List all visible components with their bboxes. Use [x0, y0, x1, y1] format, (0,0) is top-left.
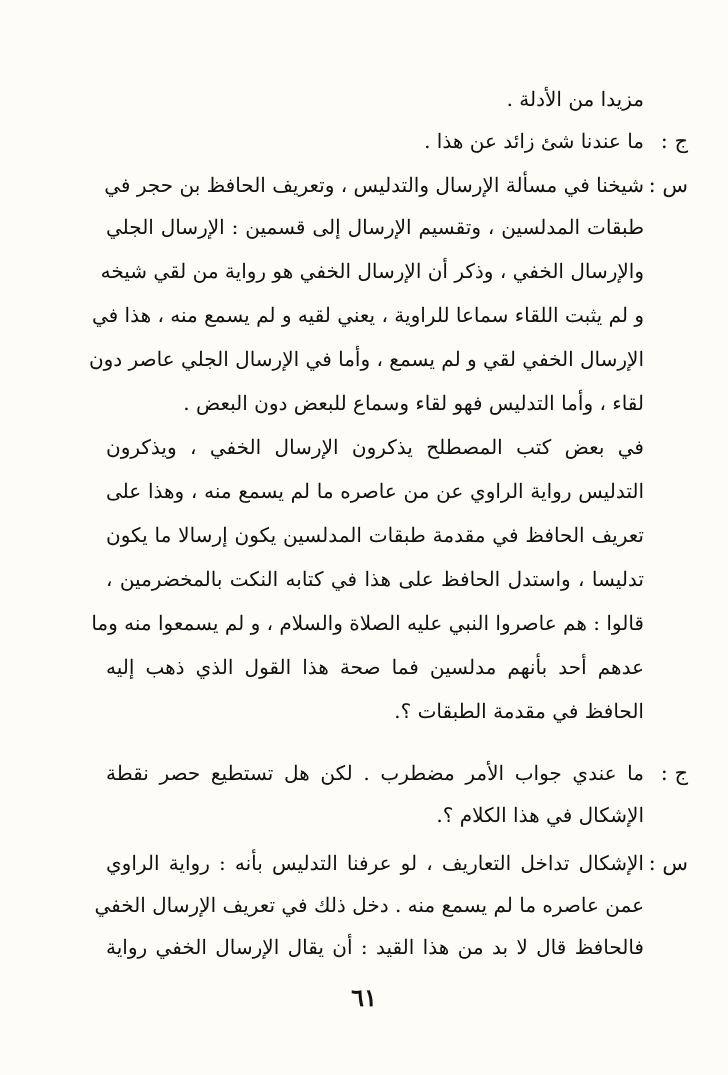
text-line: تعريف الحافظ في مقدمة طبقات المدلسين يكون إرسالا ما يكون: [106, 523, 644, 547]
text-line: ما عندي جواب الأمر مضطرب . لكن هل تستطيع حصر نقطة: [106, 761, 644, 785]
answer-marker: ج :: [660, 129, 688, 153]
question-marker: س :: [648, 851, 688, 875]
text-line: فالحافظ قال لا بد من هذا القيد : أن يقال الإرسال الخفي رواية: [106, 935, 644, 959]
text-line: عدهم أحد بأنهم مدلسين فما صحة هذا القول الذي ذهب إليه: [106, 655, 644, 679]
text-line: الإرسال الخفي لقي و لم يسمع ، وأما في الإرسال الجلي عاصر دون: [88, 347, 644, 371]
text-line: مزيدا من الأدلة .: [506, 87, 644, 111]
text-line: لقاء ، وأما التدليس فهو لقاء وسماع للبعض دون البعض .: [183, 391, 644, 415]
page-number: ٦١: [351, 983, 377, 1012]
text-line: التدليس رواية الراوي عن من عاصره ما لم يسمع منه ، وهذا على: [106, 479, 644, 503]
question-marker: س :: [648, 173, 688, 197]
text-line: ما عندنا شئ زائد عن هذا .: [424, 129, 644, 153]
text-line: والإرسال الخفي ، وذكر أن الإرسال الخفي هو رواية من لقي شيخه: [100, 259, 644, 283]
text-line: تدليسا ، واستدل الحافظ على هذا في كتابه النكت بالمخضرمين ،: [106, 567, 644, 591]
text-line: قالوا : هم عاصروا النبي عليه الصلاة والسلام ، و لم يسمعوا منه وما: [91, 611, 644, 635]
answer-marker: ج :: [660, 761, 688, 785]
text-line: طبقات المدلسين ، وتقسيم الإرسال إلى قسمين : الإرسال الجلي: [106, 215, 644, 239]
text-line: عمن عاصره ما لم يسمع منه . دخل ذلك في تعريف الإرسال الخفي: [94, 893, 644, 917]
text-line: و لم يثبت اللقاء سماعا للراوية ، يعني لقيه و لم يسمع منه ، هذا في: [91, 303, 644, 327]
text-line: الحافظ في مقدمة الطبقات ؟.: [394, 699, 644, 723]
text-line: الإشكال تداخل التعاريف ، لو عرفنا التدليس بأنه : رواية الراوي: [106, 851, 644, 875]
text-line: في بعض كتب المصطلح يذكرون الإرسال الخفي ، ويذكرون: [106, 435, 644, 459]
text-line: شيخنا في مسألة الإرسال والتدليس ، وتعريف الحافظ بن حجر في: [104, 173, 644, 197]
text-line: الإشكال في هذا الكلام ؟.: [436, 803, 644, 827]
